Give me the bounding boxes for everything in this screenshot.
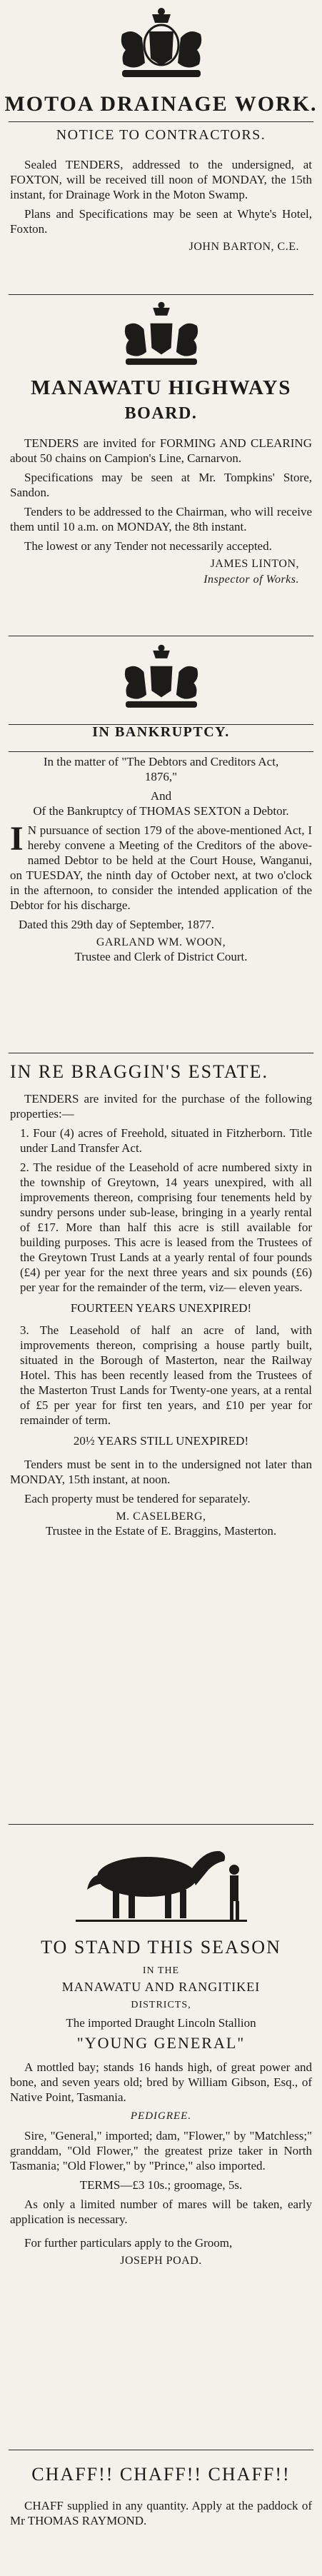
royal-coat-of-arms-icon	[108, 643, 215, 714]
stallion-terms: TERMS—£3 10s.; groomage, 5s.	[79, 2178, 243, 2192]
stallion-pedigree-heading: PEDIGREE.	[130, 2110, 192, 2122]
notice-to-contractors: NOTICE TO CONTRACTORS.	[56, 127, 266, 143]
highways-tender-text: TENDERS are invited for FORMING AND CLEARING about 50 chains on Campion's Line, Carnarvon.	[10, 436, 312, 465]
braggins-signature-title: Trustee in the Estate of E. Braggins, Masterton.	[45, 1524, 277, 1538]
drainage-title: MOTOA DRAINAGE WORK.	[4, 92, 318, 116]
stallion-districts-word: DISTRICTS,	[131, 2000, 191, 2010]
ad-bankruptcy	[0, 643, 322, 1057]
highways-address-text: Tenders to be addressed to the Chairman, who will receive them until 10 a.m. on MONDAY, the 8th instant.	[10, 505, 312, 533]
bankruptcy-signature: GARLAND WM. WOON,	[96, 936, 226, 948]
highways-signature-title: Inspector of Works.	[203, 573, 299, 586]
ad-highways-board	[0, 300, 322, 643]
highways-lowest-text: The lowest or any Tender not necessarily accepted.	[24, 539, 272, 553]
drainage-tender-text: Sealed TENDERS, addressed to the undersigned, at FOXTON, will be received till noon of MONDAY, the 15th instant, for Drainage Work in the Moton Swamp.	[10, 158, 312, 201]
stallion-limited: As only a limited number of mares will be taken, early application is necessary.	[10, 2197, 312, 2226]
bankruptcy-title: IN BANKRUPTCY.	[92, 724, 230, 740]
ad-braggins-estate	[0, 1057, 322, 1828]
braggins-item-2: 2. The residue of the Leasehold of acre numbered sixty in the township of Greytown, 14 years unexpired, with all improvements thereon, comprising four tenements held by sundry persons under sub-lease, bringing in a yearly rental of £17. More than half this acre is still available for building purposes. This acre is leased from the Trustees of the Greytown Trust Lands at a yearly rental of four pounds (£4) per year for the next three years and six pounds (£6) per year for the remainder of the term, viz— eleven years.	[20, 1161, 312, 1294]
highways-specs-text: Specifications may be seen at Mr. Tompkins' Store, Sandon.	[10, 471, 312, 499]
braggins-item-1: 1. Four (4) acres of Freehold, situated in Fitzherborn. Title under Land Transfer Act.	[20, 1126, 312, 1155]
braggins-deadline: Tenders must be sent in to the undersigned not later than MONDAY, 15th instant, at noon.	[10, 1458, 312, 1486]
stallion-name: "YOUNG GENERAL"	[76, 2034, 246, 2052]
braggins-title: IN RE BRAGGIN'S ESTATE.	[10, 1061, 269, 1082]
highways-title-2: BOARD.	[124, 404, 198, 423]
highways-signature: JAMES LINTON,	[210, 558, 299, 570]
stallion-imported: The imported Draught Lincoln Stallion	[66, 2016, 256, 2030]
bankruptcy-date: Dated this 29th day of September, 1877.	[19, 918, 215, 931]
ad-chaff	[0, 2457, 322, 2576]
bankruptcy-body-text: N pursuance of section 179 of the above-mentioned Act, I hereby convene a Meeting of the Creditors of the above-named Debtor to be held at the Court House, Wanganui, on TUESDAY, the ninth day of October next, at two o'clock in the afternoon, to consider the intended application of the Debtor for his discharge.	[10, 823, 312, 912]
braggins-fourteen-years: FOURTEEN YEARS UNEXPIRED!	[70, 1301, 252, 1315]
ad-drainage-work	[0, 0, 322, 300]
chaff-title: CHAFF!! CHAFF!! CHAFF!!	[31, 2464, 291, 2485]
stallion-title: TO STAND THIS SEASON	[41, 1937, 281, 1958]
royal-coat-of-arms-icon	[108, 300, 215, 371]
braggins-item-3: 3. The Leasehold of half an acre of land, with improvements thereon, comprising a house partly built, situated in the Borough of Masterton, near the Railway Hotel. This has been recently leased from the Trustees of the Masterton Trust Lands for Twenty-one years, at a rental of £5 per year for first ten years, and £10 per year for remainder of term.	[20, 1323, 312, 1427]
bankruptcy-signature-title: Trustee and Clerk of District Court.	[74, 950, 248, 963]
bankruptcy-matter-3: Of the Bankruptcy of THOMAS SEXTON a Debtor.	[33, 804, 289, 818]
braggins-signature: M. CASELBERG,	[116, 1510, 206, 1523]
stallion-in-the: IN THE	[142, 1965, 180, 1976]
horse-with-groom-icon	[69, 1833, 254, 1925]
royal-coat-of-arms-icon	[108, 6, 215, 84]
stallion-pedigree-text: Sire, "General," imported; dam, "Flower," by "Matchless;" granddam, "Old Flower," the greatest prize taker in North Tasmania; "Old Flower," by "Prince," also imported.	[10, 2129, 312, 2172]
drainage-signature: JOHN BARTON, C.E.	[188, 241, 299, 253]
stallion-particulars: For further particulars apply to the Groom,	[24, 2236, 233, 2250]
stallion-districts: MANAWATU AND RANGITIKEI	[61, 1980, 261, 1994]
chaff-text: CHAFF supplied in any quantity. Apply at the paddock of Mr THOMAS RAYMOND.	[10, 2499, 312, 2527]
bankruptcy-matter-1: In the matter of "The Debtors and Creditors Act, 1876,"	[43, 755, 279, 783]
braggins-separately: Each property must be tendered for separately.	[24, 1492, 251, 1505]
stallion-description: A mottled bay; stands 16 hands high, of great power and bone, and seven years old; bred by William Gibson, Esq., of Native Point, Tasmania.	[10, 2060, 312, 2104]
bankruptcy-matter-2: And	[150, 789, 172, 803]
stallion-signature: JOSEPH POAD.	[120, 2255, 202, 2267]
highways-title: MANAWATU HIGHWAYS	[31, 376, 291, 399]
bankruptcy-body: I N pursuance of section 179 of the above-mentioned Act, I hereby convene a Meeting of the Creditors of the above-named Debtor to be held at the Court House, Wanganui, on TUESDAY, the ninth day of October next, at two o'clock in the afternoon, to consider the intended application of the Debtor for his discharge.	[10, 820, 312, 912]
ad-stallion	[0, 1828, 322, 2457]
braggins-twenty-years: 20½ YEARS STILL UNEXPIRED!	[73, 1434, 249, 1448]
drainage-plans-text: Plans and Specifications may be seen at Whyte's Hotel, Foxton.	[10, 207, 312, 236]
braggins-intro: TENDERS are invited for the purchase of the following properties:—	[10, 1092, 312, 1121]
